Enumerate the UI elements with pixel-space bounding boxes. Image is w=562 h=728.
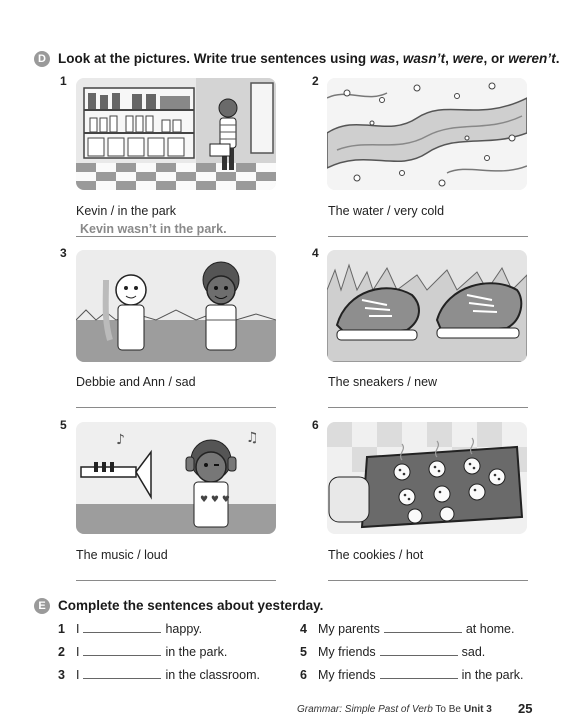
picture-cookies	[327, 422, 527, 534]
answer-line[interactable]	[328, 407, 528, 408]
picture-music	[76, 422, 276, 534]
unit-label: Unit 3	[464, 704, 492, 715]
answer-line[interactable]	[328, 236, 528, 237]
sentence-start: I	[76, 622, 80, 636]
footer-unit	[464, 704, 492, 715]
loud-music-illustration	[76, 422, 276, 534]
answer-line[interactable]	[76, 580, 276, 581]
section-e-letter: E	[38, 600, 46, 612]
word-wasnt: wasn’t	[402, 51, 446, 66]
sentence-end: sad.	[461, 645, 486, 659]
exercise-row	[58, 645, 227, 659]
footer-topic-italic: Grammar: Simple Past of Verb	[297, 704, 433, 715]
item-number: 3	[60, 246, 67, 260]
separator: , or	[483, 51, 509, 66]
footer-topic-rest: To Be	[432, 704, 461, 715]
exercise-row	[300, 622, 514, 636]
cookies-illustration	[327, 422, 527, 534]
answer-blank[interactable]	[83, 668, 161, 679]
exercise-number: 6	[300, 668, 307, 682]
sentence-start: My friends	[318, 645, 376, 659]
store-illustration	[76, 78, 276, 190]
sentence-end: in the classroom.	[165, 668, 260, 682]
exercise-row	[300, 668, 524, 682]
sentence-start: My friends	[318, 668, 376, 682]
exercise-number: 5	[300, 645, 307, 659]
sneakers-illustration	[327, 250, 527, 362]
word-werent: weren’t	[508, 51, 556, 66]
exercise-row	[58, 668, 260, 682]
svg-text:♥ ♥ ♥: ♥ ♥ ♥	[200, 495, 230, 505]
snowy-river-illustration	[327, 78, 527, 190]
answer-line[interactable]	[328, 580, 528, 581]
sentence-end: at home.	[465, 622, 515, 636]
sentence-start: I	[76, 668, 80, 682]
sentence-end: in the park.	[165, 645, 228, 659]
separator: ,	[445, 51, 453, 66]
section-d-badge	[34, 51, 50, 67]
answer-blank[interactable]	[380, 645, 458, 656]
word-was: was	[369, 51, 396, 66]
page-number: 25	[518, 701, 533, 716]
item-number: 2	[312, 74, 319, 88]
sentence-start: I	[76, 645, 80, 659]
exercise-row	[58, 622, 202, 636]
section-e-badge	[34, 598, 50, 614]
separator: ,	[395, 51, 403, 66]
prompt-text: The music / loud	[76, 548, 168, 562]
exercise-number: 3	[58, 668, 65, 682]
sentence-end: in the park.	[461, 668, 524, 682]
section-e-instruction: Complete the sentences about yesterday.	[58, 598, 324, 613]
sentence-end: happy.	[165, 622, 203, 636]
picture-sneakers	[327, 250, 527, 362]
svg-text:♫: ♫	[246, 430, 259, 446]
separator: .	[555, 51, 560, 66]
item-number: 6	[312, 418, 319, 432]
svg-text:♪: ♪	[116, 432, 125, 448]
item-number: 5	[60, 418, 67, 432]
example-answer: Kevin wasn’t in the park.	[80, 222, 227, 236]
picture-girls	[76, 250, 276, 362]
answer-blank[interactable]	[380, 668, 458, 679]
sentence-start: My parents	[318, 622, 380, 636]
exercise-number: 2	[58, 645, 65, 659]
section-d-letter: D	[38, 53, 46, 65]
instruction-prefix: Look at the pictures. Write true sentences using	[58, 51, 370, 66]
footer-topic	[297, 704, 461, 715]
exercise-number: 1	[58, 622, 65, 636]
answer-blank[interactable]	[83, 645, 161, 656]
girls-illustration	[76, 250, 276, 362]
prompt-text: The cookies / hot	[328, 548, 424, 562]
word-were: were	[452, 51, 484, 66]
prompt-text: The water / very cold	[328, 204, 445, 218]
prompt-text: Debbie and Ann / sad	[76, 375, 196, 389]
answer-line[interactable]	[76, 407, 276, 408]
prompt-text: Kevin / in the park	[76, 204, 177, 218]
picture-water	[327, 78, 527, 190]
answer-blank[interactable]	[83, 622, 161, 633]
answer-line[interactable]	[76, 236, 276, 237]
exercise-row	[300, 645, 485, 659]
picture-store	[76, 78, 276, 190]
section-d-instruction	[58, 51, 559, 66]
exercise-number: 4	[300, 622, 307, 636]
answer-blank[interactable]	[384, 622, 462, 633]
item-number: 4	[312, 246, 319, 260]
item-number: 1	[60, 74, 67, 88]
prompt-text: The sneakers / new	[328, 375, 438, 389]
